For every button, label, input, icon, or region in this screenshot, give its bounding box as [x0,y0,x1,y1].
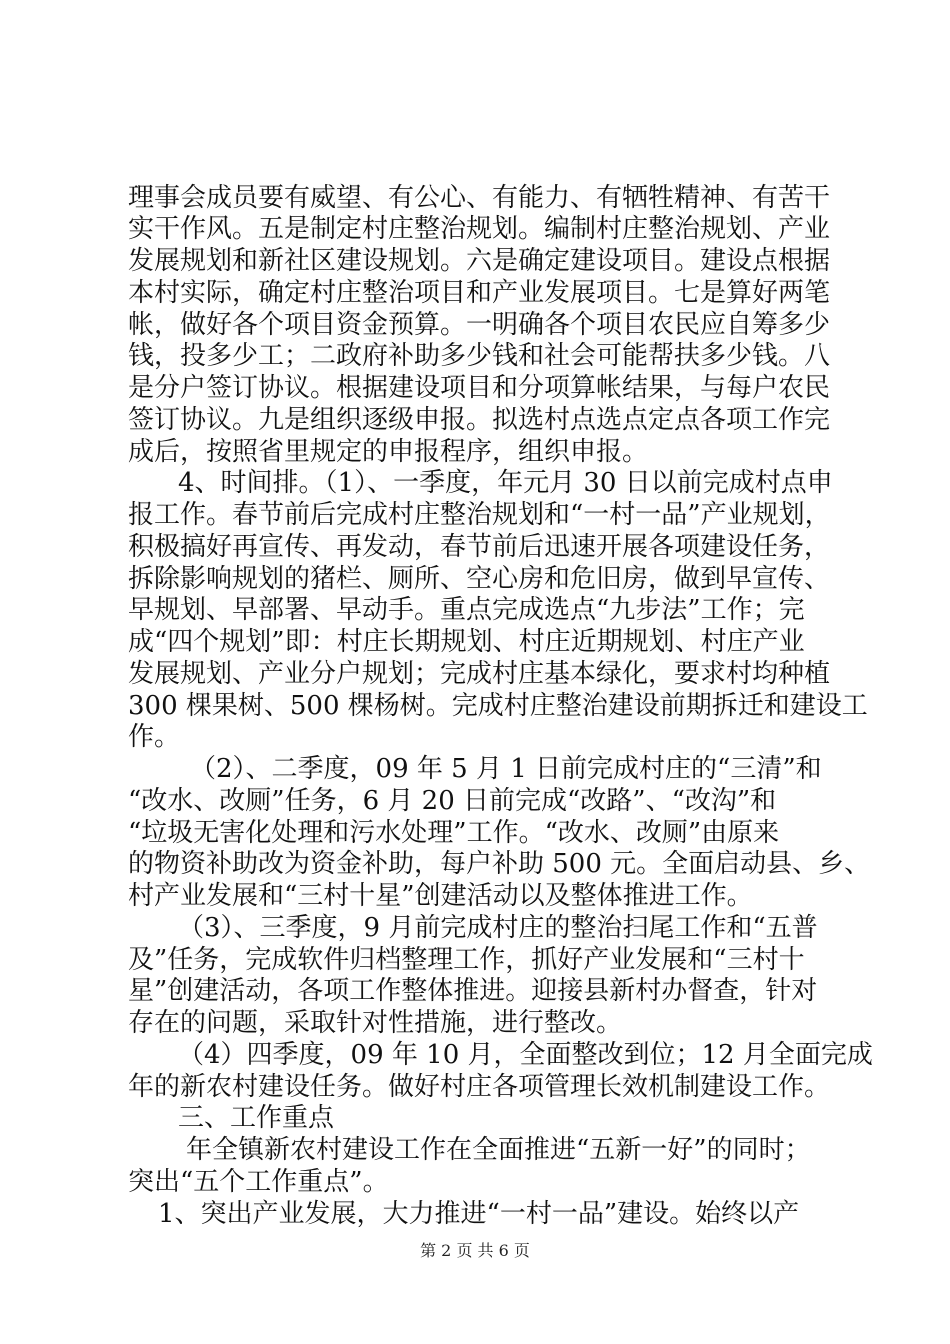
text-line: 星”创建活动，各项工作整体推进。迎接县新村办督查，针对 [128,976,818,1006]
text-line: 成“四个规划”即：村庄长期规划、村庄近期规划、村庄产业 [128,627,805,657]
text-line: 1、突出产业发展，大力推进“一村一品”建设。始终以产 [158,1199,800,1229]
text-line: 发展规划、产业分户规划；完成村庄基本绿化，要求村均种植 [128,659,831,689]
text-line: 拆除影响规划的猪栏、厕所、空心房和危旧房，做到早宣传、 [128,564,831,594]
text-line: 作。 [128,722,181,752]
text-line: “垃圾无害化处理和污水处理”工作。“改水、改厕”由原来 [128,818,780,848]
text-line: （3）、三季度，9 月前完成村庄的整治扫尾工作和“五普 [178,913,818,943]
text-line: 报工作。春节前后完成村庄整治规划和“一村一品”产业规划， [128,500,831,530]
text-line: 理事会成员要有威望、有公心、有能力、有牺牲精神、有苦干 [128,183,831,213]
text-line: 是分户签订协议。根据建设项目和分项算帐结果，与每户农民 [128,373,831,403]
text-line: 钱，投多少工；二政府补助多少钱和社会可能帮扶多少钱。八 [128,341,831,371]
text-line: 早规划、早部署、早动手。重点完成选点“九步法”工作；完 [128,595,805,625]
text-line: 突出“五个工作重点”。 [128,1167,389,1197]
text-line: 发展规划和新社区建设规划。六是确定建设项目。建设点根据 [128,246,831,276]
text-line: （4）四季度，09 年 10 月，全面整改到位；12 月全面完成 [178,1040,873,1070]
text-line: 存在的问题，采取针对性措施，进行整改。 [128,1008,623,1038]
text-line: 村产业发展和“三村十星”创建活动以及整体推进工作。 [128,881,753,911]
text-line: 及”任务，完成软件归档整理工作，抓好产业发展和“三村十 [128,945,805,975]
text-line: 年的新农村建设任务。做好村庄各项管理长效机制建设工作。 [128,1072,831,1102]
text-line: “改水、改厕”任务，6 月 20 日前完成“改路”、“改沟”和 [128,786,777,816]
text-line: 积极搞好再宣传、再发动，春节前后迅速开展各项建设任务， [128,532,831,562]
text-line: 的物资补助改为资金补助，每户补助 500 元。全面启动县、乡、 [128,849,871,879]
text-line: 本村实际，确定村庄整治项目和产业发展项目。七是算好两笔 [128,278,831,308]
text-line: 300 棵果树、500 棵杨树。完成村庄整治建设前期拆迁和建设工 [128,691,868,721]
section-heading: 三、工作重点 [178,1103,335,1133]
text-line: 年全镇新农村建设工作在全面推进“五新一好”的同时； [186,1135,811,1165]
text-line: （2）、二季度，09 年 5 月 1 日前完成村庄的“三清”和 [190,754,822,784]
text-line: 帐，做好各个项目资金预算。一明确各个项目农民应自筹多少 [128,310,831,340]
page-number-footer: 第 2 页 共 6 页 [420,1241,530,1260]
text-line: 4、时间排。（1）、一季度，年元月 30 日以前完成村点申 [178,468,833,498]
text-line: 签订协议。九是组织逐级申报。拟选村点选点定点各项工作完 [128,405,831,435]
text-line: 成后，按照省里规定的申报程序，组织申报。 [128,437,649,467]
text-line: 实干作风。五是制定村庄整治规划。编制村庄整治规划、产业 [128,214,831,244]
